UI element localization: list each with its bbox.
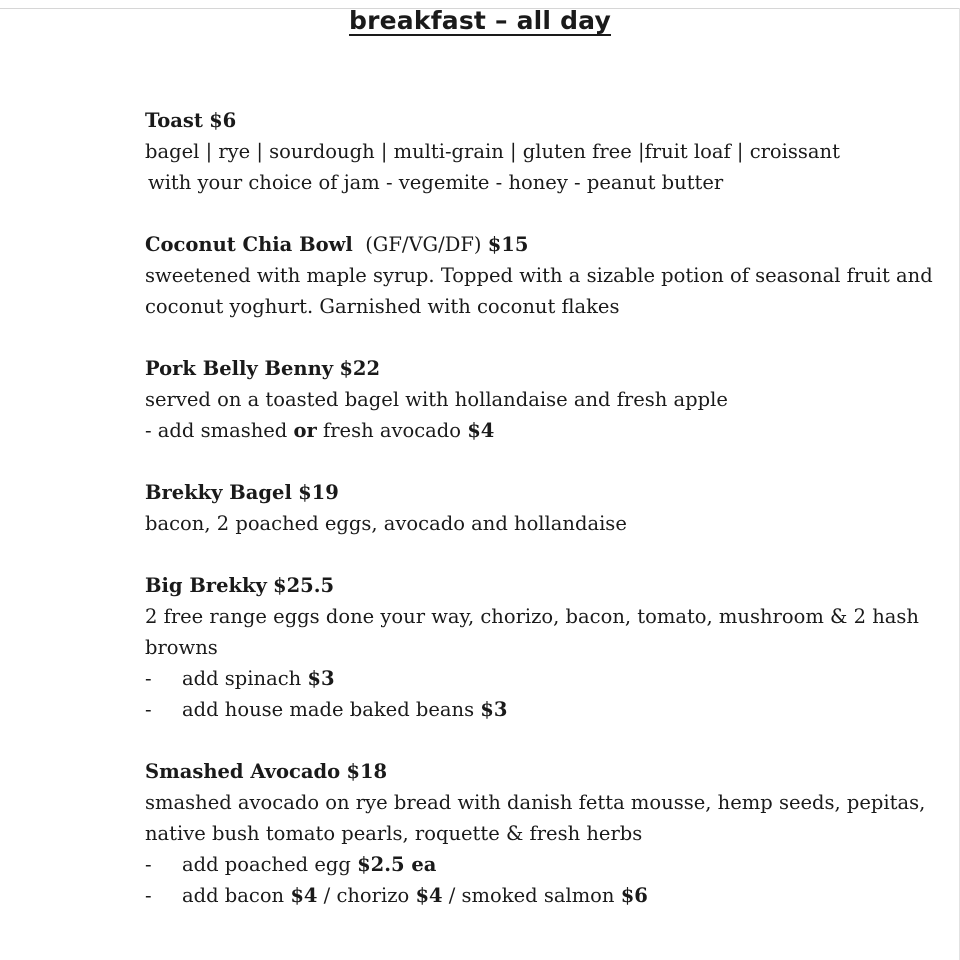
item-price: $18 (346, 760, 388, 783)
addon-dash: - (145, 853, 152, 876)
menu-item-brekky-bagel (145, 477, 935, 539)
addon-price: $3 (480, 698, 508, 721)
item-name: Pork Belly Benny (145, 357, 334, 380)
item-price: $22 (339, 357, 381, 380)
item-description: bacon, 2 poached eggs, avocado and hollandaise (145, 512, 627, 535)
item-price: $6 (209, 109, 237, 132)
item-addon (145, 849, 935, 880)
menu-item-big-brekky (145, 570, 935, 725)
addon-text: add poached egg (182, 853, 351, 876)
item-price: $25.5 (273, 574, 335, 597)
item-description: smashed avocado on rye bread with danish fetta mousse, hemp seeds, pepitas, native bush tomato pearls, roquette & fresh herbs (145, 791, 926, 845)
menu-item-chia-bowl (145, 229, 935, 322)
item-price: $19 (298, 481, 339, 504)
item-dietary-tags: (GF/VG/DF) (365, 233, 482, 256)
item-name: Brekky Bagel (145, 481, 292, 504)
addon-or: or (293, 419, 317, 442)
addon-text: add house made baked beans (182, 698, 475, 721)
item-name: Smashed Avocado (145, 760, 341, 783)
addon-text: add spinach (182, 667, 302, 690)
item-description: sweetened with maple syrup. Topped with a sizable potion of seasonal fruit and coconut yoghurt. Garnished with coconut flakes (145, 264, 933, 318)
item-addon (145, 415, 935, 446)
menu-item-toast (145, 105, 935, 198)
menu-content (145, 105, 935, 942)
addon-dash: - (145, 698, 152, 721)
addon-text: / chorizo (323, 884, 410, 907)
addon-price: $6 (620, 884, 648, 907)
addon-text: add bacon (182, 884, 285, 907)
item-heading (145, 229, 935, 260)
item-addon (145, 694, 935, 725)
item-description: 2 free range eggs done your way, chorizo, bacon, tomato, mushroom & 2 hash browns (145, 605, 919, 659)
item-addon (145, 880, 935, 911)
menu-title-text: breakfast – all day (349, 6, 611, 35)
addon-text: fresh avocado (322, 419, 461, 442)
item-options: bagel | rye | sourdough | multi-grain | gluten free |fruit loaf | croissant (145, 140, 840, 163)
addon-price: $4 (290, 884, 318, 907)
item-choice: with your choice of jam - vegemite - honey - peanut butter (148, 171, 724, 194)
addon-dash: - (145, 667, 152, 690)
item-addon (145, 663, 935, 694)
addon-text: / smoked salmon (448, 884, 615, 907)
menu-item-pork-belly-benny (145, 353, 935, 446)
item-heading (145, 477, 935, 508)
menu-item-smashed-avocado (145, 756, 935, 911)
item-heading (145, 756, 935, 787)
item-heading (145, 353, 935, 384)
addon-dash: - (145, 884, 152, 907)
addon-text: - add smashed (145, 419, 288, 442)
item-name: Big Brekky (145, 574, 267, 597)
item-name: Coconut Chia Bowl (145, 233, 353, 256)
addon-price: $3 (307, 667, 335, 690)
item-price: $15 (487, 233, 529, 256)
item-heading (145, 570, 935, 601)
addon-price: $4 (415, 884, 443, 907)
addon-price: $4 (467, 419, 495, 442)
addon-price: $2.5 ea (357, 853, 437, 876)
item-heading (145, 105, 935, 136)
menu-title (0, 6, 960, 35)
item-description: served on a toasted bagel with hollandaise and fresh apple (145, 388, 728, 411)
item-name: Toast (145, 109, 203, 132)
